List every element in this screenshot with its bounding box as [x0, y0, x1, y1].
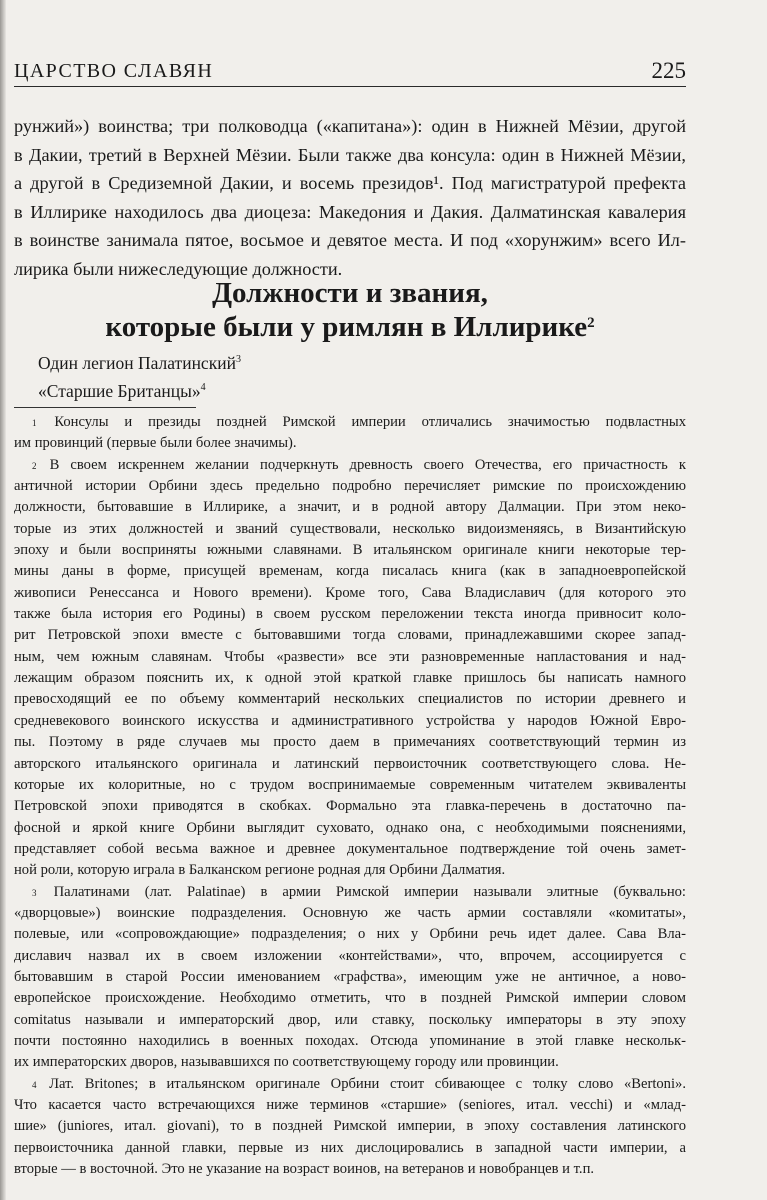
body-line: в воинстве занимала пятое, восьмое и девятое места. И под «хорунжим» всего Ил-	[14, 230, 686, 250]
footnote-line: Что касается часто встречающихся ниже терминов «старшие» (seniores, итал. vecchi) и «млад-	[14, 1097, 686, 1113]
footnote-mark: 2	[32, 460, 37, 471]
footnote-line: вторые — в восточной. Это не указание на возраст воинов, на ветеранов и новобранцев и т.п.	[14, 1161, 595, 1178]
footnote-line: пы. Поэтому в ряде случаев мы просто даем в примечаниях соответствующий термин из	[14, 734, 686, 751]
section-heading	[14, 276, 686, 344]
footnote-4	[14, 1074, 686, 1181]
section-heading-line	[14, 310, 686, 344]
footnote-line: эпоху и были восприняты южными славянами. В итальянском оригинале книги некоторые тер-	[14, 542, 686, 559]
footnote-line: фосной и яркой книге Орбини выглядит суховато, однако она, с необходимыми пояснениями,	[14, 819, 686, 836]
footnote-2	[14, 455, 686, 882]
footnote-line: превосходящий ее по объему комментарий нескольких специалистов по истории древнего и	[14, 691, 686, 708]
footnote-line: живописи Ренессанса и Нового времени). Кроме того, Сава Владиславич (для которого это	[14, 584, 686, 601]
footnote-line: полевые, или «сопровождающие» подразделения; о них у Орбини речь идет далее. Сава Вла-	[14, 926, 686, 943]
footnote-line: их императорских дворов, называвшихся по соответствующему городу или провинции.	[14, 1054, 559, 1071]
footnote-mark: 4	[32, 1079, 37, 1090]
body-paragraph	[14, 112, 686, 283]
footnote-line: бытовавшим в старой России именованием «графства», имеющим уже не античное, а ново-	[14, 968, 686, 985]
footnote-line: рит Петровской эпохи вместе с бытовавшими тогда словами, принадлежавшими скорее запад-	[14, 627, 686, 644]
section-heading-line: Должности и звания,	[212, 277, 488, 309]
footnote-line: Петровской эпохи приводятся в скобках. Формально эта главка-перечень в достаточно па-	[14, 798, 686, 815]
footnote-line: должности, бытовавшие в Иллирике, а значит, и в родной автору Далмации. При этом неко-	[14, 499, 686, 516]
footnote-line: представляет собой весьма важное и древнее документальное подтверждение той очень замет-	[14, 840, 686, 857]
body-line: лирика были нижеследующие должности.	[14, 258, 343, 279]
body-line: а другой в Средиземной Дакии, и восемь президов¹. Под магистратурой префекта	[14, 173, 686, 193]
body-line: рунжий») воинства; три полководца («капитана»): один в Нижней Мёзии, другой	[14, 116, 686, 136]
page-number: 225	[651, 58, 686, 83]
unit-name: «Старшие Британцы»	[38, 381, 201, 401]
unit-item	[38, 377, 241, 405]
page-gutter-shadow	[0, 0, 6, 1200]
footnote-mark: 1	[32, 418, 37, 428]
body-line: в Дакии, третий в Верхней Мёзии. Были также два консула: один в Нижней Мёзии,	[14, 144, 686, 165]
section-heading-text: которые были у римлян в Иллирике	[105, 311, 588, 343]
footnote-line: $^3$ Палатинами (лат. Palatinae) в армии Римской империи называли элитные (буквально:	[32, 883, 686, 900]
footnote-line: средневекового воинского искусства и административного устройства у народов Южной Евро-	[14, 712, 686, 729]
footnote-line: диславич назвал их в своем изложении «контействами», что, впрочем, ассоциируется с	[14, 947, 686, 964]
running-head	[14, 56, 686, 87]
unit-list	[38, 349, 241, 405]
footnote-line: $^2$ В своем искреннем желании подчеркнуть древность своего Отечества, его причастность к	[32, 456, 686, 473]
footnote-line: шие» (juniores, итал. giovani), то в поздней Римской империи, в эпоху составления латинского	[14, 1118, 686, 1135]
footnotes	[14, 412, 686, 1180]
unit-item	[38, 349, 241, 377]
footnote-line: почти постоянно находились в военных походах. Отсюда упоминание в этой главке нескольк-	[14, 1032, 686, 1049]
running-title: ЦАРСТВО СЛАВЯН	[14, 60, 214, 82]
footnote-line: «дворцовые») воинские подразделения. Основную же часть армии составляли «комитаты»,	[14, 904, 686, 921]
footnote-line: античной истории Орбини здесь предельно подробно перечисляет римские по происхождению	[14, 478, 686, 495]
footnote-mark: 3	[32, 887, 37, 898]
footnote-ref: 3	[235, 354, 241, 365]
footnote-line: им провинций (первые были более значимы).	[14, 435, 297, 452]
footnote-line: ной роли, которую играла в Балканском регионе родная для Орбини Далматия.	[14, 862, 506, 879]
footnote-line: авторского итальянского оригинала и латинский первоисточник соответствующего слова. Не-	[14, 755, 686, 772]
footnote-line: $^4$ Лат. Britones; в итальянском оригинале Орбини стоит сбивающее с толку слово «Bertoni».	[32, 1075, 686, 1092]
footnote-line: первоисточника данной главки, первые из них дислоцировались в западной части империи, а	[14, 1139, 686, 1156]
footnote-line: лежащим образом пояснить их, к одной этой краткой главке пришлось бы написать намного	[14, 670, 686, 687]
footnote-ref: 2	[587, 315, 595, 331]
footnote-line: которые их колоритные, но с трудом воспринимаемые современным читателем эквиваленты	[14, 776, 686, 793]
footnote-line: также была история его Родины) в своем русском переложении текста иногда привносит коло-	[14, 606, 686, 623]
footnote-line: европейское происхождение. Необходимо отметить, что в поздней Римской империи словом	[14, 990, 686, 1007]
footnote-ref: 4	[200, 382, 206, 393]
footnote-rule	[14, 407, 196, 408]
footnote-line: мины даны в форме, присущей временам, когда писалась книга (как в западноевропейской	[14, 563, 686, 580]
footnote-line: $^1$ Консулы и президы поздней Римской империи отличались значимостью подвластных	[32, 414, 686, 430]
body-line: в Иллирике находилось два диоцеза: Македония и Дакия. Далматинская кавалерия	[14, 201, 686, 222]
footnote-3	[14, 882, 686, 1074]
footnote-line: comitatus называли и императорский двор, или ставку, поскольку императоры в эту эпоху	[14, 1011, 686, 1028]
footnote-line: торые из этих должностей и званий существовали, несколько видоизменяясь, в Византийскую	[14, 520, 686, 537]
footnote-line: ным, чем южным славянам. Чтобы «развести» все эти разновременные напластования и над-	[14, 648, 686, 665]
footnote-1	[14, 412, 686, 455]
unit-name: Один легион Палатинский	[38, 353, 236, 373]
